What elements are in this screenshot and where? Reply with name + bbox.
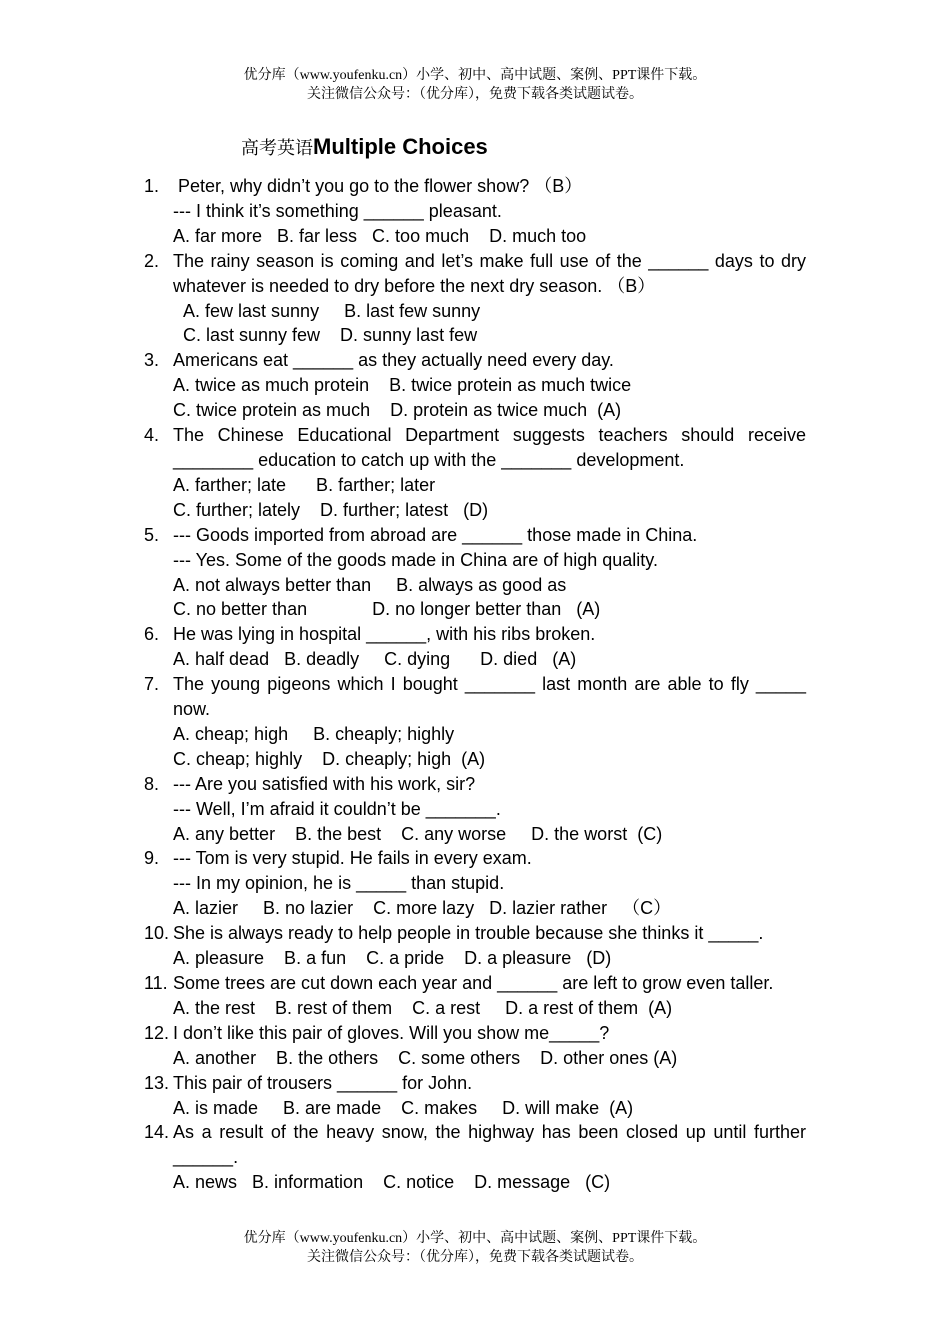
header-line-1: 优分库（www.youfenku.cn）小学、初中、高中试题、案例、PPT课件下载。 bbox=[243, 68, 707, 83]
document-title bbox=[241, 134, 488, 160]
answer-options: C. further; lately D. further; latest (D) bbox=[173, 499, 489, 520]
header-line-2: 关注微信公众号：（优分库），免费下载各类试题试卷。 bbox=[307, 87, 643, 102]
answer-options: C. no better than D. no longer better than (A) bbox=[173, 599, 601, 620]
question-12 bbox=[144, 1021, 806, 1071]
question-number: 3. bbox=[144, 350, 160, 371]
answer-options: A. far more B. far less C. too much D. much too bbox=[173, 225, 587, 246]
question-number: 7. bbox=[144, 674, 160, 695]
question-line: Peter, why didn’t you go to the flower show? （B） bbox=[173, 176, 583, 196]
question-line: --- Well, I’m afraid it couldn’t be _______. bbox=[173, 798, 501, 819]
question-line: --- In my opinion, he is _____ than stupid. bbox=[173, 873, 505, 894]
question-line: --- I think it’s something ______ pleasant. bbox=[173, 200, 502, 221]
question-stem: She is always ready to help people in trouble because she thinks it _____. bbox=[173, 923, 764, 944]
question-stem: The Chinese Educational Department suggests teachers should receive ________ education to catch up with the _______ development. bbox=[173, 425, 806, 470]
question-number: 9. bbox=[144, 848, 160, 869]
question-8 bbox=[144, 772, 806, 847]
question-list bbox=[144, 174, 806, 1195]
footer-line-2: 关注微信公众号：（优分库），免费下载各类试题试卷。 bbox=[307, 1250, 643, 1265]
question-1 bbox=[144, 174, 806, 249]
question-number: 13. bbox=[144, 1072, 170, 1093]
question-11 bbox=[144, 971, 806, 1021]
question-9 bbox=[144, 846, 806, 921]
question-5 bbox=[144, 523, 806, 623]
question-line: He was lying in hospital ______, with his ribs broken. bbox=[173, 624, 596, 645]
answer-options: A. pleasure B. a fun C. a pride D. a pleasure (D) bbox=[173, 948, 612, 969]
question-number: 11. bbox=[144, 973, 168, 993]
question-13 bbox=[144, 1071, 806, 1121]
question-line: --- Are you satisfied with his work, sir? bbox=[173, 773, 476, 794]
question-line: --- Tom is very stupid. He fails in every exam. bbox=[173, 848, 532, 869]
question-stem: Some trees are cut down each year and ______ are left to grow even taller. bbox=[173, 973, 774, 993]
answer-options: A. not always better than B. always as good as bbox=[173, 574, 567, 595]
question-number: 10. bbox=[144, 923, 170, 944]
question-14 bbox=[144, 1120, 806, 1195]
question-line: --- Yes. Some of the goods made in China are of high quality. bbox=[173, 549, 658, 570]
question-4 bbox=[144, 423, 806, 523]
answer-options: A. half dead B. deadly C. dying D. died (A) bbox=[173, 649, 577, 670]
answer-options: A. cheap; high B. cheaply; highly bbox=[173, 723, 455, 744]
question-number: 5. bbox=[144, 524, 160, 545]
answer-options: A. lazier B. no lazier C. more lazy D. lazier rather （C） bbox=[173, 898, 672, 919]
answer-options: A. another B. the others C. some others D. other ones (A) bbox=[173, 1047, 678, 1068]
answer-options: A. few last sunny B. last few sunny bbox=[183, 300, 481, 321]
question-number: 8. bbox=[144, 773, 160, 794]
question-line: I don’t like this pair of gloves. Will you show me_____? bbox=[173, 1022, 610, 1043]
title-chinese: 高考英语 bbox=[241, 138, 313, 158]
page-header bbox=[0, 66, 950, 104]
question-6 bbox=[144, 622, 806, 672]
question-3 bbox=[144, 348, 806, 423]
question-number: 1. bbox=[144, 176, 160, 196]
question-number: 14. bbox=[144, 1122, 170, 1143]
page-footer bbox=[0, 1229, 950, 1267]
title-english: Multiple Choices bbox=[313, 134, 488, 159]
answer-options: A. twice as much protein B. twice protein as much twice bbox=[173, 375, 632, 396]
answer-options: A. the rest B. rest of them C. a rest D. a rest of them (A) bbox=[173, 997, 673, 1018]
answer-options: A. any better B. the best C. any worse D. the worst (C) bbox=[173, 823, 663, 844]
question-stem: The rainy season is coming and let’s make full use of the ______ days to dry whatever is needed to dry before the next dry season. （B） bbox=[173, 250, 806, 296]
question-stem: As a result of the heavy snow, the highway has been closed up until further ______. bbox=[173, 1122, 806, 1168]
answer-options: C. cheap; highly D. cheaply; high (A) bbox=[173, 748, 486, 769]
question-10 bbox=[144, 921, 806, 971]
question-line: This pair of trousers ______ for John. bbox=[173, 1072, 473, 1093]
question-line: --- Goods imported from abroad are ______ those made in China. bbox=[173, 524, 698, 545]
answer-options: A. farther; late B. farther; later bbox=[173, 474, 436, 495]
question-number: 12. bbox=[144, 1022, 170, 1043]
question-line: Americans eat ______ as they actually need every day. bbox=[173, 350, 614, 371]
question-number: 2. bbox=[144, 250, 160, 271]
question-number: 4. bbox=[144, 425, 160, 446]
question-7 bbox=[144, 672, 806, 772]
answer-options: A. news B. information C. notice D. message (C) bbox=[173, 1172, 611, 1193]
question-number: 6. bbox=[144, 624, 160, 645]
answer-options: C. last sunny few D. sunny last few bbox=[183, 325, 478, 346]
answer-options: C. twice protein as much D. protein as twice much (A) bbox=[173, 400, 622, 421]
question-stem: The young pigeons which I bought _______ last month are able to fly _____ now. bbox=[173, 674, 806, 720]
answer-options: A. is made B. are made C. makes D. will make (A) bbox=[173, 1097, 634, 1118]
question-2 bbox=[144, 249, 806, 349]
footer-line-1: 优分库（www.youfenku.cn）小学、初中、高中试题、案例、PPT课件下载。 bbox=[243, 1231, 707, 1246]
